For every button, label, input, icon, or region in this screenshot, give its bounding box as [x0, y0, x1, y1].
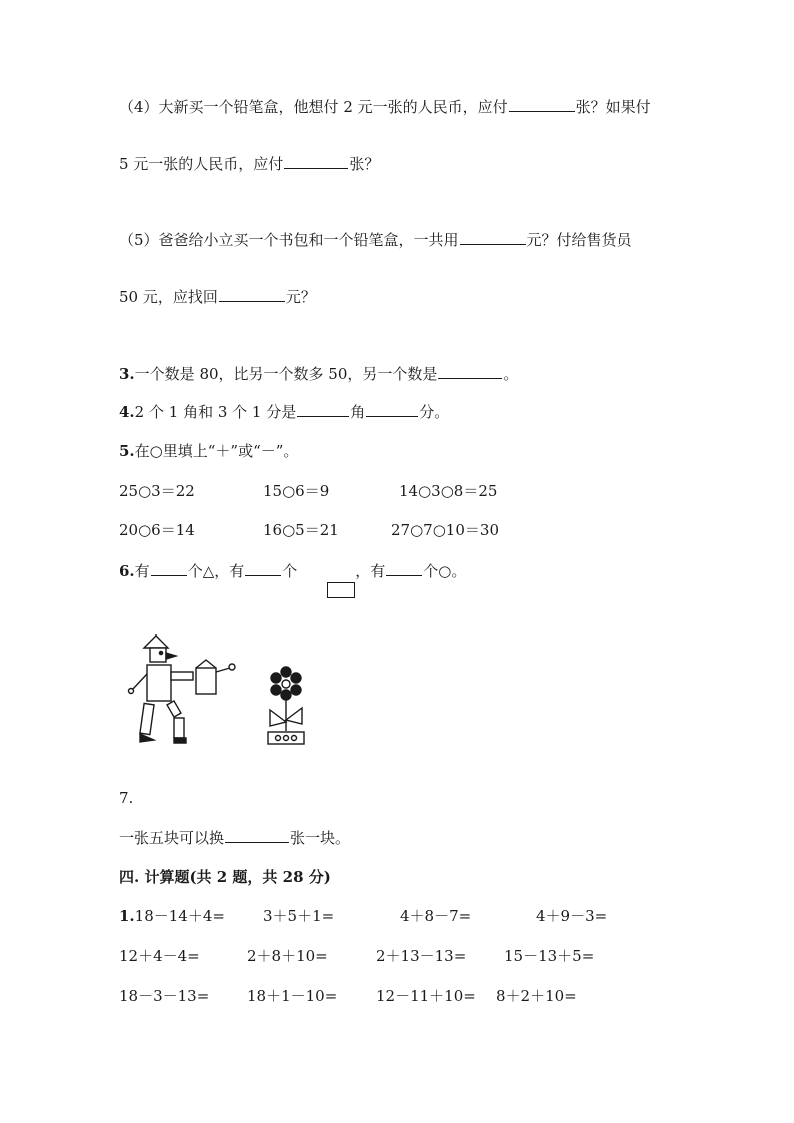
q2-4-line1 — [119, 97, 651, 117]
calc-item: 18－3－13= — [119, 987, 210, 1005]
question-text: 个△，有 — [187, 562, 245, 580]
question-text: ，有 — [355, 562, 386, 580]
question-5 — [119, 441, 298, 461]
question-7 — [119, 828, 350, 848]
question-text: 2 个 1 角和 3 个 1 分是 — [134, 403, 297, 421]
q5-item: 20○6＝14 — [119, 521, 195, 539]
question-number: 6. — [119, 562, 135, 580]
answer-blank[interactable] — [284, 154, 348, 169]
answer-blank[interactable] — [366, 402, 418, 417]
q5-item: 15○6＝9 — [263, 482, 330, 500]
question-text: 在○里填上“＋”或“－”。 — [134, 442, 299, 460]
answer-blank[interactable] — [151, 561, 187, 576]
answer-blank[interactable] — [386, 561, 422, 576]
q2-4-text-a: （4）大新买一个铅笔盒，他想付 2 元一张的人民币，应付 — [119, 98, 508, 116]
answer-blank[interactable] — [225, 828, 289, 843]
answer-blank[interactable] — [509, 97, 575, 112]
question-number: 4. — [119, 403, 135, 421]
question-number: 5. — [119, 442, 135, 460]
question-number: 1. — [119, 907, 135, 925]
q2-5-line1 — [119, 230, 632, 250]
q2-5-text-d: 元？ — [285, 288, 316, 306]
question-number: 3. — [119, 365, 135, 383]
rectangle-icon — [327, 582, 355, 598]
answer-blank[interactable] — [219, 287, 285, 302]
question-text: 角 — [350, 403, 366, 421]
question-3 — [119, 364, 518, 384]
calc-item: 2＋8＋10= — [247, 947, 328, 965]
question-6 — [119, 561, 466, 581]
q2-5-text-b: 元？付给售货员 — [526, 231, 632, 249]
flower-figure — [264, 664, 308, 746]
q2-4-text-d: 张？ — [349, 155, 380, 173]
calc-item: 15－13＋5= — [504, 947, 595, 965]
calc-item: 4＋8－7= — [400, 907, 472, 925]
question-4 — [119, 402, 449, 422]
q2-5-text-c: 50 元，应找回 — [119, 288, 218, 306]
question-text: 张一块。 — [290, 829, 351, 847]
q2-4-text-c: 5 元一张的人民币，应付 — [119, 155, 284, 173]
answer-blank[interactable] — [245, 561, 281, 576]
q5-item: 25○3＝22 — [119, 482, 195, 500]
question-text: 。 — [503, 365, 519, 383]
q2-4-line2 — [119, 154, 379, 174]
question-text: 分。 — [419, 403, 450, 421]
question-text: 一个数是 80，比另一个数多 50，另一个数是 — [134, 365, 438, 383]
calc-item: 12＋4－4= — [119, 947, 200, 965]
calc-item: 4＋9－3= — [536, 907, 608, 925]
section-title: 四. 计算题(共 2 题，共 28 分) — [119, 868, 331, 886]
q5-item: 27○7○10＝30 — [391, 521, 499, 539]
calc-item: 2＋13－13= — [376, 947, 467, 965]
answer-blank[interactable] — [438, 364, 502, 379]
calc-item: 8＋2＋10= — [496, 987, 577, 1005]
calc-item — [119, 906, 225, 926]
q2-4-text-b: 张？如果付 — [575, 98, 651, 116]
question-text: 一张五块可以换 — [119, 829, 225, 847]
q5-item: 16○5＝21 — [263, 521, 339, 539]
question-text: 有 — [134, 562, 150, 580]
calc-expression: 18－14＋4= — [134, 907, 225, 925]
q2-5-line2 — [119, 287, 316, 307]
answer-blank[interactable] — [460, 230, 526, 245]
answer-blank[interactable] — [297, 402, 349, 417]
question-text: 个 — [282, 562, 298, 580]
q5-item: 14○3○8＝25 — [399, 482, 498, 500]
calc-item: 12－11＋10= — [376, 987, 476, 1005]
calc-item: 18＋1－10= — [247, 987, 338, 1005]
question-text: 个○。 — [423, 562, 467, 580]
q2-5-text-a: （5）爸爸给小立买一个书包和一个铅笔盒，一共用 — [119, 231, 459, 249]
calc-item: 3＋5＋1= — [263, 907, 335, 925]
person-figure — [126, 634, 236, 749]
question-7-number: 7. — [119, 789, 134, 807]
